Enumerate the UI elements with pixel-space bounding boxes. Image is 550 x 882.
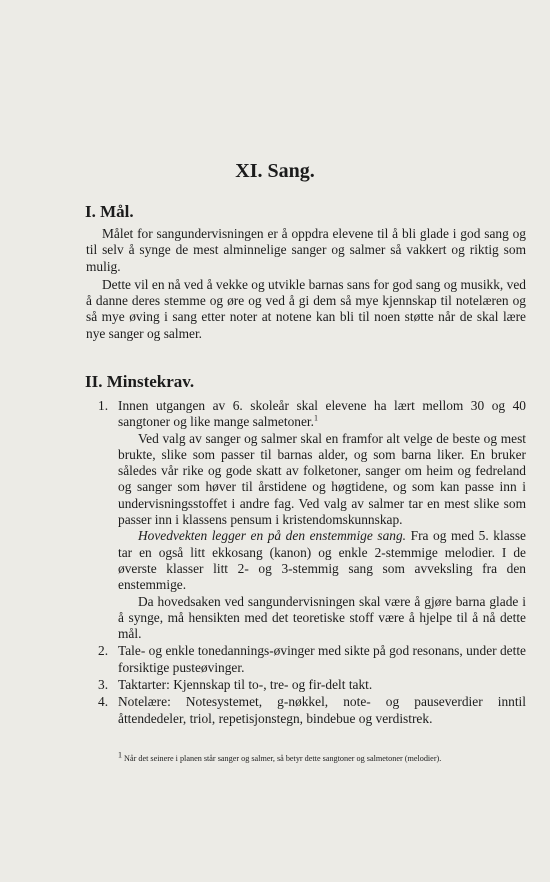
footnote-marker: 1 bbox=[118, 750, 122, 760]
paragraph: Taktarter: Kjennskap til to-, tre- og fir-delt takt. bbox=[118, 677, 373, 693]
paragraph: Ved valg av sanger og salmer skal en framfor alt velge de beste og mest brukte, slike som passer til barnas alder, og som barna liker. En bruker således vår rike og gode skatt av folketoner, sanger om heim og fedreland og sanger som høver til årstidene og høgtidene, og som kan passe inn i undervisningsstoffet i andre fag. Ved valg av salmer tar en mest slike som passer inn i klassens pensum i kristendomskunnskap. bbox=[118, 430, 526, 528]
item-number: 2. bbox=[98, 643, 109, 659]
list-item bbox=[86, 643, 526, 676]
item-number: 3. bbox=[98, 677, 109, 693]
emphasis-text: Hovedvekten legger en på den enstemmige sang. bbox=[138, 528, 407, 544]
list-item bbox=[86, 398, 526, 642]
list-item bbox=[86, 694, 526, 727]
section-goal-body bbox=[86, 226, 526, 344]
paragraph: Notelære: Notesystemet, g-nøkkel, note- og pauseverdier inntil åttendedeler, triol, repetisjonstegn, bindebue og verdistrek. bbox=[118, 694, 526, 726]
requirements-list bbox=[86, 398, 526, 728]
paragraph: Dette vil en nå ved å vekke og utvikle barnas sans for god sang og musikk, ved å danne deres stemme og øre og ved å gi dem så mye kjennskap til notelæren og så mye øving i sang etter noter at notene kan bli til noen støtte når de skal lære nye sanger og salmer. bbox=[86, 276, 526, 341]
paragraph: Målet for sangundervisningen er å oppdra elevene til å bli glade i god sang og til selv å synge de mest alminnelige sanger og salmer så vakkert og riktig som mulig. bbox=[86, 226, 526, 274]
section-heading-goal: I. Mål. bbox=[85, 202, 134, 221]
paragraph: Da hovedsaken ved sangundervisningen skal være å gjøre barna glade i å synge, må hensikten med det teoretiske stoff være å hjelpe til å nå dette mål. bbox=[118, 593, 526, 642]
paragraph: Tale- og enkle tonedannings-øvinger med sikte på god resonans, under dette forsiktige pusteøvinger. bbox=[118, 643, 526, 675]
footnote bbox=[118, 750, 538, 764]
list-item bbox=[86, 677, 526, 693]
paragraph: Fra og med 5. klasse tar en også litt ekkosang (kanon) og enkle 2-stemmige melodier. I de øverste klasser litt 2- og 3-stemmig sang som avveksling fra den enstemmige. bbox=[118, 528, 526, 593]
item-number: 4. bbox=[98, 694, 109, 710]
paragraph: Innen utgangen av 6. skoleår skal elevene ha lært mellom 30 og 40 sangtoner og like mange salmetoner. bbox=[118, 398, 526, 430]
footnote-text: Når det seinere i planen står sanger og salmer, så betyr dette sangtoner og salmetoner (melodier). bbox=[124, 754, 442, 763]
item-number: 1. bbox=[98, 398, 109, 413]
footnote-reference: 1 bbox=[313, 413, 318, 423]
chapter-title: XI. Sang. bbox=[235, 160, 315, 182]
section-heading-requirements: II. Minstekrav. bbox=[85, 372, 195, 391]
